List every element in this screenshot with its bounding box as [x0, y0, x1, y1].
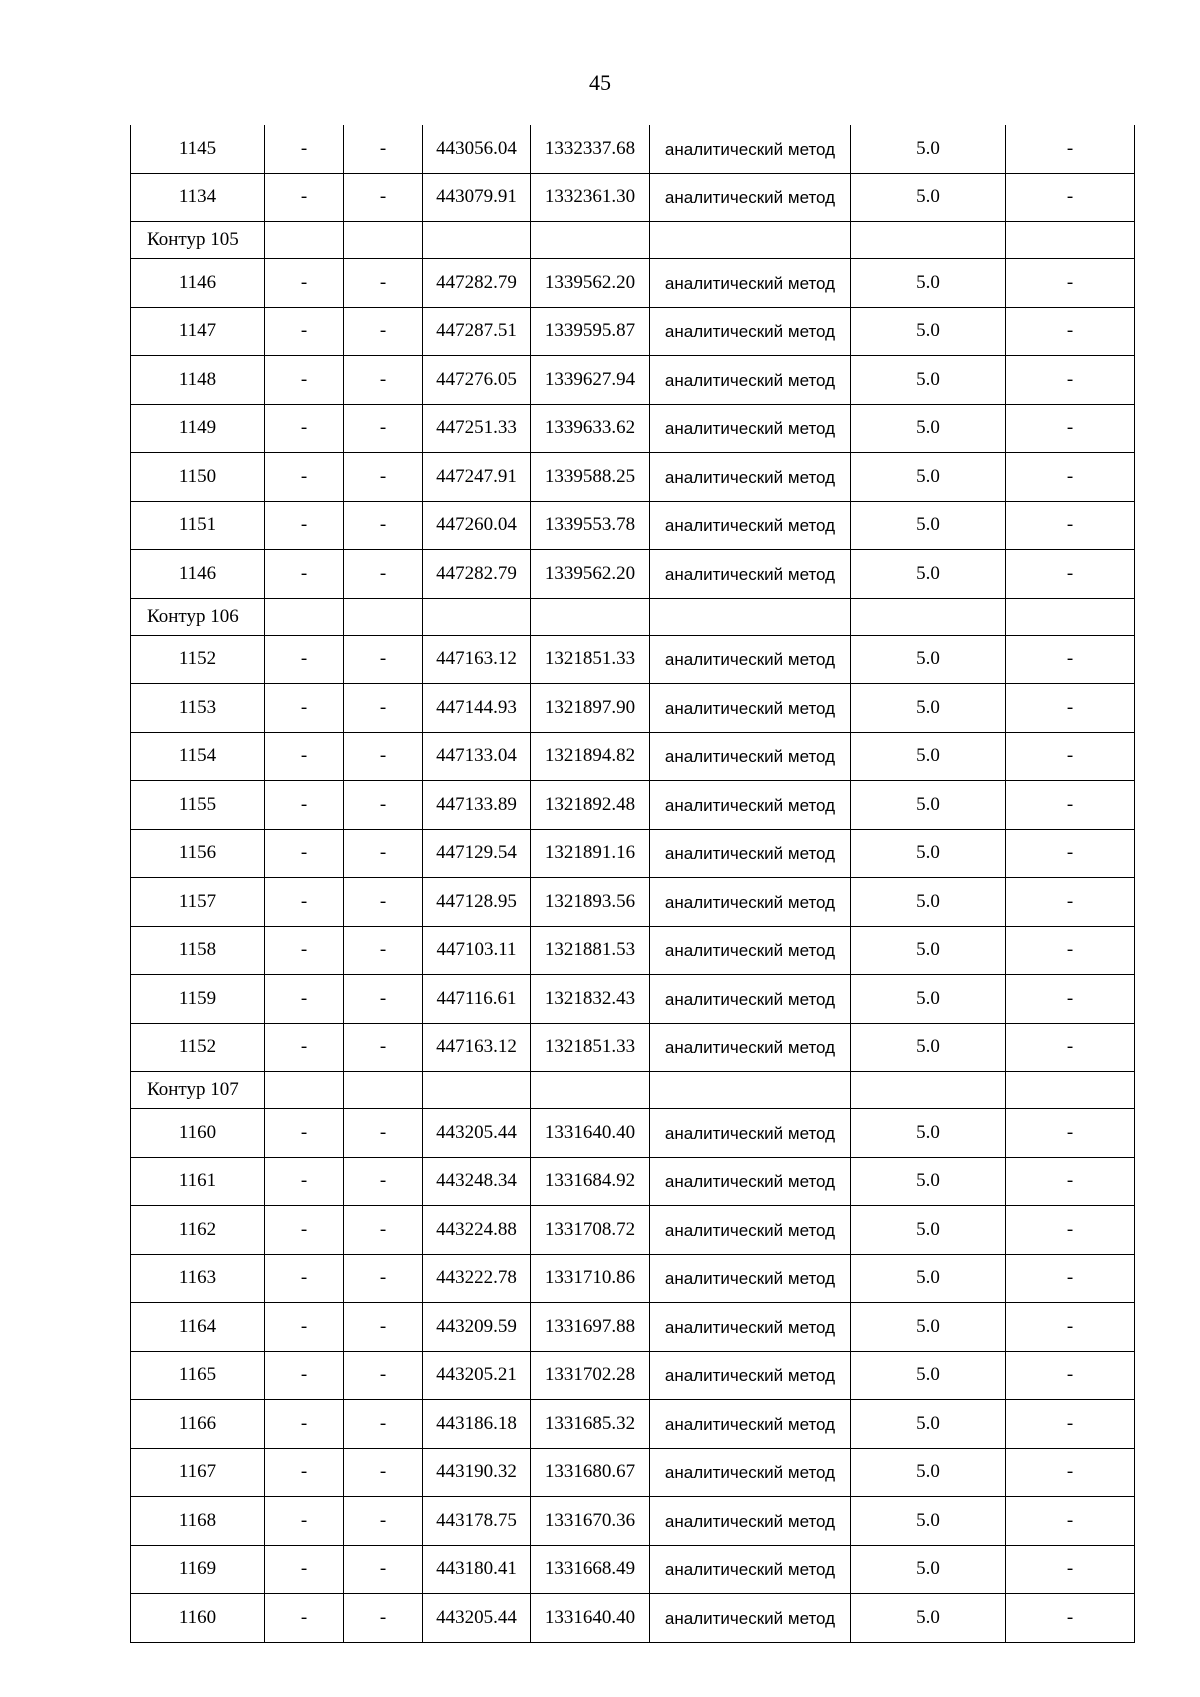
y-coordinate-cell: 1339595.87 — [531, 307, 650, 356]
y-coordinate-cell: 1331640.40 — [531, 1594, 650, 1643]
y-coordinate-cell: 1331708.72 — [531, 1206, 650, 1255]
coordinates-table-body — [131, 125, 1135, 1642]
y-coordinate-cell: 1331640.40 — [531, 1109, 650, 1158]
empty-y-cell: - — [344, 1206, 423, 1255]
y-coordinate-cell: 1332337.68 — [531, 125, 650, 173]
description-cell: - — [1006, 1351, 1135, 1400]
y-coordinate-cell: 1331710.86 — [531, 1254, 650, 1303]
empty-y-cell: - — [344, 173, 423, 222]
table-row — [131, 1157, 1135, 1206]
description-cell: - — [1006, 1400, 1135, 1449]
accuracy-cell: 5.0 — [851, 878, 1006, 927]
empty-cell — [531, 598, 650, 635]
y-coordinate-cell: 1321891.16 — [531, 829, 650, 878]
y-coordinate-cell: 1339553.78 — [531, 501, 650, 550]
empty-y-cell: - — [344, 404, 423, 453]
description-cell: - — [1006, 125, 1135, 173]
empty-y-cell: - — [344, 125, 423, 173]
description-cell: - — [1006, 926, 1135, 975]
empty-x-cell: - — [265, 1448, 344, 1497]
empty-cell — [423, 222, 531, 259]
x-coordinate-cell: 447103.11 — [423, 926, 531, 975]
empty-y-cell: - — [344, 1545, 423, 1594]
description-cell: - — [1006, 1594, 1135, 1643]
table-row — [131, 781, 1135, 830]
y-coordinate-cell: 1339627.94 — [531, 356, 650, 405]
x-coordinate-cell: 443224.88 — [423, 1206, 531, 1255]
accuracy-cell: 5.0 — [851, 356, 1006, 405]
empty-x-cell: - — [265, 1109, 344, 1158]
description-cell: - — [1006, 1206, 1135, 1255]
method-cell: аналитический метод — [650, 1303, 851, 1352]
empty-x-cell: - — [265, 878, 344, 927]
table-row — [131, 975, 1135, 1024]
x-coordinate-cell: 447133.04 — [423, 732, 531, 781]
method-cell: аналитический метод — [650, 829, 851, 878]
point-number-cell: 1168 — [131, 1497, 265, 1546]
empty-cell — [650, 598, 851, 635]
y-coordinate-cell: 1321881.53 — [531, 926, 650, 975]
description-cell: - — [1006, 307, 1135, 356]
accuracy-cell: 5.0 — [851, 1157, 1006, 1206]
table-row — [131, 1594, 1135, 1643]
empty-cell — [650, 1072, 851, 1109]
method-cell: аналитический метод — [650, 356, 851, 405]
point-number-cell: 1134 — [131, 173, 265, 222]
accuracy-cell: 5.0 — [851, 259, 1006, 308]
x-coordinate-cell: 447133.89 — [423, 781, 531, 830]
accuracy-cell: 5.0 — [851, 684, 1006, 733]
point-number-cell: 1159 — [131, 975, 265, 1024]
method-cell: аналитический метод — [650, 878, 851, 927]
table-row — [131, 878, 1135, 927]
x-coordinate-cell: 443205.44 — [423, 1109, 531, 1158]
empty-y-cell: - — [344, 1400, 423, 1449]
table-row — [131, 684, 1135, 733]
x-coordinate-cell: 447282.79 — [423, 550, 531, 599]
accuracy-cell: 5.0 — [851, 1351, 1006, 1400]
description-cell: - — [1006, 1157, 1135, 1206]
point-number-cell: 1162 — [131, 1206, 265, 1255]
empty-y-cell: - — [344, 635, 423, 684]
y-coordinate-cell: 1321851.33 — [531, 635, 650, 684]
description-cell: - — [1006, 829, 1135, 878]
point-number-cell: 1166 — [131, 1400, 265, 1449]
empty-x-cell: - — [265, 829, 344, 878]
method-cell: аналитический метод — [650, 781, 851, 830]
accuracy-cell: 5.0 — [851, 550, 1006, 599]
contour-header-row — [131, 1072, 1135, 1109]
point-number-cell: 1160 — [131, 1594, 265, 1643]
description-cell: - — [1006, 781, 1135, 830]
x-coordinate-cell: 443079.91 — [423, 173, 531, 222]
accuracy-cell: 5.0 — [851, 1448, 1006, 1497]
method-cell: аналитический метод — [650, 173, 851, 222]
table-row — [131, 453, 1135, 502]
description-cell: - — [1006, 1254, 1135, 1303]
empty-y-cell: - — [344, 1023, 423, 1072]
empty-cell — [851, 1072, 1006, 1109]
accuracy-cell: 5.0 — [851, 1109, 1006, 1158]
x-coordinate-cell: 447116.61 — [423, 975, 531, 1024]
empty-y-cell: - — [344, 878, 423, 927]
y-coordinate-cell: 1331685.32 — [531, 1400, 650, 1449]
method-cell: аналитический метод — [650, 732, 851, 781]
empty-x-cell: - — [265, 926, 344, 975]
empty-y-cell: - — [344, 781, 423, 830]
method-cell: аналитический метод — [650, 1545, 851, 1594]
point-number-cell: 1167 — [131, 1448, 265, 1497]
y-coordinate-cell: 1339588.25 — [531, 453, 650, 502]
point-number-cell: 1146 — [131, 550, 265, 599]
empty-x-cell: - — [265, 501, 344, 550]
empty-x-cell: - — [265, 259, 344, 308]
empty-cell — [344, 598, 423, 635]
table-row — [131, 125, 1135, 173]
accuracy-cell: 5.0 — [851, 829, 1006, 878]
empty-cell — [650, 222, 851, 259]
empty-cell — [1006, 1072, 1135, 1109]
table-row — [131, 732, 1135, 781]
x-coordinate-cell: 443178.75 — [423, 1497, 531, 1546]
point-number-cell: 1151 — [131, 501, 265, 550]
table-row — [131, 829, 1135, 878]
point-number-cell: 1158 — [131, 926, 265, 975]
point-number-cell: 1150 — [131, 453, 265, 502]
x-coordinate-cell: 443222.78 — [423, 1254, 531, 1303]
method-cell: аналитический метод — [650, 1206, 851, 1255]
accuracy-cell: 5.0 — [851, 1400, 1006, 1449]
point-number-cell: 1154 — [131, 732, 265, 781]
y-coordinate-cell: 1331697.88 — [531, 1303, 650, 1352]
accuracy-cell: 5.0 — [851, 125, 1006, 173]
point-number-cell: 1169 — [131, 1545, 265, 1594]
method-cell: аналитический метод — [650, 307, 851, 356]
method-cell: аналитический метод — [650, 1109, 851, 1158]
accuracy-cell: 5.0 — [851, 926, 1006, 975]
method-cell: аналитический метод — [650, 1157, 851, 1206]
empty-y-cell: - — [344, 501, 423, 550]
empty-y-cell: - — [344, 1157, 423, 1206]
empty-x-cell: - — [265, 1303, 344, 1352]
description-cell: - — [1006, 259, 1135, 308]
y-coordinate-cell: 1321892.48 — [531, 781, 650, 830]
table-row — [131, 1109, 1135, 1158]
x-coordinate-cell: 443248.34 — [423, 1157, 531, 1206]
empty-cell — [531, 222, 650, 259]
description-cell: - — [1006, 1303, 1135, 1352]
empty-x-cell: - — [265, 975, 344, 1024]
point-number-cell: 1148 — [131, 356, 265, 405]
x-coordinate-cell: 443209.59 — [423, 1303, 531, 1352]
y-coordinate-cell: 1321897.90 — [531, 684, 650, 733]
x-coordinate-cell: 443186.18 — [423, 1400, 531, 1449]
method-cell: аналитический метод — [650, 1023, 851, 1072]
method-cell: аналитический метод — [650, 501, 851, 550]
empty-y-cell: - — [344, 1497, 423, 1546]
point-number-cell: 1147 — [131, 307, 265, 356]
point-number-cell: 1153 — [131, 684, 265, 733]
description-cell: - — [1006, 550, 1135, 599]
method-cell: аналитический метод — [650, 1497, 851, 1546]
empty-y-cell: - — [344, 259, 423, 308]
x-coordinate-cell: 447163.12 — [423, 635, 531, 684]
x-coordinate-cell: 447251.33 — [423, 404, 531, 453]
table-row — [131, 1545, 1135, 1594]
method-cell: аналитический метод — [650, 125, 851, 173]
description-cell: - — [1006, 404, 1135, 453]
empty-y-cell: - — [344, 684, 423, 733]
method-cell: аналитический метод — [650, 259, 851, 308]
coordinates-table — [130, 125, 1135, 1643]
y-coordinate-cell: 1321851.33 — [531, 1023, 650, 1072]
contour-header-row — [131, 598, 1135, 635]
empty-y-cell: - — [344, 453, 423, 502]
description-cell: - — [1006, 878, 1135, 927]
method-cell: аналитический метод — [650, 1400, 851, 1449]
empty-y-cell: - — [344, 732, 423, 781]
method-cell: аналитический метод — [650, 684, 851, 733]
empty-y-cell: - — [344, 1351, 423, 1400]
method-cell: аналитический метод — [650, 404, 851, 453]
accuracy-cell: 5.0 — [851, 1206, 1006, 1255]
point-number-cell: 1161 — [131, 1157, 265, 1206]
empty-y-cell: - — [344, 1109, 423, 1158]
accuracy-cell: 5.0 — [851, 1497, 1006, 1546]
y-coordinate-cell: 1339562.20 — [531, 259, 650, 308]
empty-x-cell: - — [265, 684, 344, 733]
description-cell: - — [1006, 453, 1135, 502]
table-row — [131, 926, 1135, 975]
empty-y-cell: - — [344, 550, 423, 599]
empty-y-cell: - — [344, 307, 423, 356]
empty-x-cell: - — [265, 635, 344, 684]
empty-x-cell: - — [265, 1594, 344, 1643]
point-number-cell: 1146 — [131, 259, 265, 308]
table-row — [131, 1497, 1135, 1546]
table-row — [131, 404, 1135, 453]
point-number-cell: 1163 — [131, 1254, 265, 1303]
y-coordinate-cell: 1331668.49 — [531, 1545, 650, 1594]
y-coordinate-cell: 1321894.82 — [531, 732, 650, 781]
x-coordinate-cell: 443056.04 — [423, 125, 531, 173]
accuracy-cell: 5.0 — [851, 1303, 1006, 1352]
x-coordinate-cell: 447247.91 — [423, 453, 531, 502]
x-coordinate-cell: 447287.51 — [423, 307, 531, 356]
description-cell: - — [1006, 356, 1135, 405]
method-cell: аналитический метод — [650, 1254, 851, 1303]
point-number-cell: 1164 — [131, 1303, 265, 1352]
empty-x-cell: - — [265, 732, 344, 781]
accuracy-cell: 5.0 — [851, 501, 1006, 550]
x-coordinate-cell: 443205.44 — [423, 1594, 531, 1643]
table-row — [131, 1206, 1135, 1255]
y-coordinate-cell: 1332361.30 — [531, 173, 650, 222]
empty-cell — [423, 598, 531, 635]
table-row — [131, 1351, 1135, 1400]
empty-y-cell: - — [344, 1303, 423, 1352]
empty-x-cell: - — [265, 1545, 344, 1594]
accuracy-cell: 5.0 — [851, 732, 1006, 781]
description-cell: - — [1006, 1023, 1135, 1072]
table-row — [131, 1448, 1135, 1497]
point-number-cell: 1160 — [131, 1109, 265, 1158]
y-coordinate-cell: 1339562.20 — [531, 550, 650, 599]
table-row — [131, 259, 1135, 308]
point-number-cell: 1152 — [131, 635, 265, 684]
y-coordinate-cell: 1331670.36 — [531, 1497, 650, 1546]
empty-y-cell: - — [344, 356, 423, 405]
empty-x-cell: - — [265, 1023, 344, 1072]
table-row — [131, 356, 1135, 405]
point-number-cell: 1156 — [131, 829, 265, 878]
contour-label: Контур 105 — [131, 222, 265, 259]
empty-cell — [344, 222, 423, 259]
x-coordinate-cell: 447144.93 — [423, 684, 531, 733]
empty-x-cell: - — [265, 404, 344, 453]
description-cell: - — [1006, 501, 1135, 550]
empty-x-cell: - — [265, 1400, 344, 1449]
table-row — [131, 173, 1135, 222]
method-cell: аналитический метод — [650, 550, 851, 599]
empty-cell — [423, 1072, 531, 1109]
table-row — [131, 307, 1135, 356]
point-number-cell: 1145 — [131, 125, 265, 173]
empty-y-cell: - — [344, 1594, 423, 1643]
empty-x-cell: - — [265, 173, 344, 222]
description-cell: - — [1006, 635, 1135, 684]
empty-cell — [265, 222, 344, 259]
empty-cell — [851, 222, 1006, 259]
empty-x-cell: - — [265, 1497, 344, 1546]
contour-label: Контур 107 — [131, 1072, 265, 1109]
point-number-cell: 1165 — [131, 1351, 265, 1400]
accuracy-cell: 5.0 — [851, 635, 1006, 684]
accuracy-cell: 5.0 — [851, 1254, 1006, 1303]
method-cell: аналитический метод — [650, 1594, 851, 1643]
table-row — [131, 635, 1135, 684]
empty-x-cell: - — [265, 1254, 344, 1303]
empty-x-cell: - — [265, 453, 344, 502]
empty-cell — [344, 1072, 423, 1109]
empty-x-cell: - — [265, 125, 344, 173]
x-coordinate-cell: 447276.05 — [423, 356, 531, 405]
empty-y-cell: - — [344, 1254, 423, 1303]
accuracy-cell: 5.0 — [851, 453, 1006, 502]
empty-cell — [531, 1072, 650, 1109]
point-number-cell: 1149 — [131, 404, 265, 453]
contour-label: Контур 106 — [131, 598, 265, 635]
empty-x-cell: - — [265, 356, 344, 405]
x-coordinate-cell: 447260.04 — [423, 501, 531, 550]
description-cell: - — [1006, 173, 1135, 222]
accuracy-cell: 5.0 — [851, 975, 1006, 1024]
accuracy-cell: 5.0 — [851, 1594, 1006, 1643]
empty-cell — [1006, 222, 1135, 259]
method-cell: аналитический метод — [650, 1448, 851, 1497]
method-cell: аналитический метод — [650, 926, 851, 975]
description-cell: - — [1006, 732, 1135, 781]
description-cell: - — [1006, 1497, 1135, 1546]
x-coordinate-cell: 447129.54 — [423, 829, 531, 878]
table-row — [131, 550, 1135, 599]
accuracy-cell: 5.0 — [851, 404, 1006, 453]
description-cell: - — [1006, 1448, 1135, 1497]
table-row — [131, 501, 1135, 550]
contour-header-row — [131, 222, 1135, 259]
accuracy-cell: 5.0 — [851, 1023, 1006, 1072]
empty-x-cell: - — [265, 1206, 344, 1255]
description-cell: - — [1006, 975, 1135, 1024]
y-coordinate-cell: 1339633.62 — [531, 404, 650, 453]
method-cell: аналитический метод — [650, 1351, 851, 1400]
empty-cell — [1006, 598, 1135, 635]
description-cell: - — [1006, 1109, 1135, 1158]
empty-x-cell: - — [265, 307, 344, 356]
empty-x-cell: - — [265, 550, 344, 599]
x-coordinate-cell: 447128.95 — [423, 878, 531, 927]
x-coordinate-cell: 443190.32 — [423, 1448, 531, 1497]
empty-cell — [851, 598, 1006, 635]
table-row — [131, 1023, 1135, 1072]
y-coordinate-cell: 1321893.56 — [531, 878, 650, 927]
description-cell: - — [1006, 684, 1135, 733]
empty-cell — [265, 598, 344, 635]
table-row — [131, 1303, 1135, 1352]
x-coordinate-cell: 443180.41 — [423, 1545, 531, 1594]
empty-y-cell: - — [344, 1448, 423, 1497]
empty-cell — [265, 1072, 344, 1109]
x-coordinate-cell: 447282.79 — [423, 259, 531, 308]
point-number-cell: 1157 — [131, 878, 265, 927]
accuracy-cell: 5.0 — [851, 173, 1006, 222]
y-coordinate-cell: 1331680.67 — [531, 1448, 650, 1497]
x-coordinate-cell: 447163.12 — [423, 1023, 531, 1072]
table-row — [131, 1254, 1135, 1303]
empty-y-cell: - — [344, 926, 423, 975]
accuracy-cell: 5.0 — [851, 307, 1006, 356]
accuracy-cell: 5.0 — [851, 1545, 1006, 1594]
method-cell: аналитический метод — [650, 975, 851, 1024]
empty-x-cell: - — [265, 1351, 344, 1400]
method-cell: аналитический метод — [650, 635, 851, 684]
page-number: 45 — [589, 70, 611, 95]
description-cell: - — [1006, 1545, 1135, 1594]
y-coordinate-cell: 1331702.28 — [531, 1351, 650, 1400]
accuracy-cell: 5.0 — [851, 781, 1006, 830]
empty-y-cell: - — [344, 975, 423, 1024]
empty-y-cell: - — [344, 829, 423, 878]
y-coordinate-cell: 1331684.92 — [531, 1157, 650, 1206]
empty-x-cell: - — [265, 1157, 344, 1206]
empty-x-cell: - — [265, 781, 344, 830]
y-coordinate-cell: 1321832.43 — [531, 975, 650, 1024]
point-number-cell: 1152 — [131, 1023, 265, 1072]
x-coordinate-cell: 443205.21 — [423, 1351, 531, 1400]
point-number-cell: 1155 — [131, 781, 265, 830]
method-cell: аналитический метод — [650, 453, 851, 502]
table-row — [131, 1400, 1135, 1449]
